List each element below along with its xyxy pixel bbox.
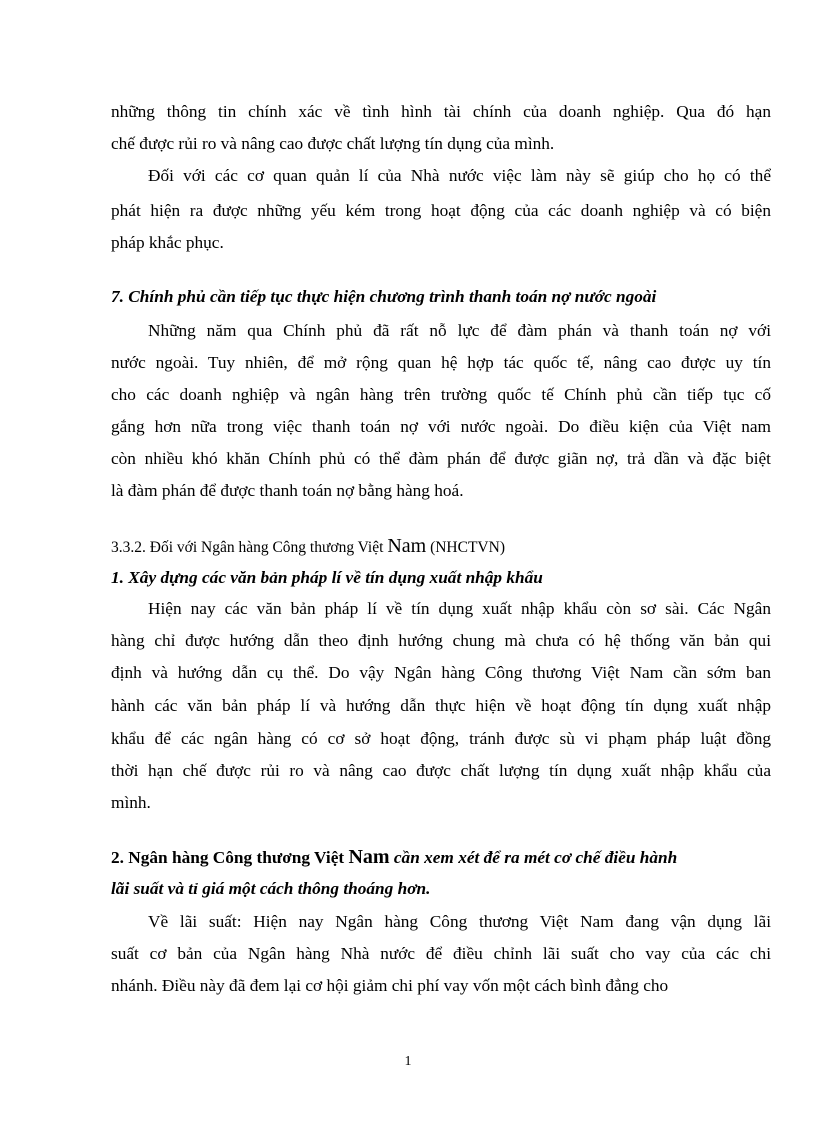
subsection-text-before: 3.3.2. Đối với Ngân hàng Công thương Việt	[111, 539, 388, 556]
subsection-text-nam: Nam	[387, 535, 427, 557]
paragraph-line: Hiện nay các văn bản pháp lí về tín dụng xuất nhập khẩu còn sơ sài. Các Ngân	[148, 599, 771, 618]
heading-2-italic: cần xem xét để ra mét cơ chế điều hành	[389, 848, 678, 867]
paragraph-line: khẩu để các ngân hàng có cơ sở hoạt động, tránh được sù vi phạm pháp luật đồng	[111, 729, 771, 748]
section-heading-1: 1. Xây dựng các văn bản pháp lí về tín dụng xuất nhập khẩu	[111, 568, 543, 587]
paragraph-line: phát hiện ra được những yếu kém trong hoạt động của các doanh nghiệp và có biện	[111, 201, 771, 220]
heading-2-upright: 2. Ngân hàng Công thương Việt	[111, 848, 349, 867]
section-heading-2-line2: lãi suất và tỉ giá một cách thông thoáng hơn.	[111, 879, 431, 898]
paragraph-line: nhánh. Điều này đã đem lại cơ hội giảm chi phí vay vốn một cách bình đẳng cho	[111, 976, 669, 995]
paragraph-line: hàng chỉ được hướng dẫn theo định hướng chung mà chưa có hệ thống văn bản qui	[111, 631, 771, 650]
paragraph-line: gắng hơn nữa trong việc thanh toán nợ với nước ngoài. Do điều kiện của Việt nam	[111, 417, 771, 436]
paragraph-line: thời hạn chế được rủi ro và nâng cao được chất lượng tín dụng xuất nhập khẩu của	[111, 761, 771, 780]
section-heading-2	[111, 845, 771, 870]
paragraph-line: pháp khắc phục.	[111, 233, 224, 252]
paragraph-line: hành các văn bản pháp lí và hướng dẫn thực hiện về hoạt động tín dụng xuất nhập	[111, 696, 771, 715]
section-heading-7: 7. Chính phủ cần tiếp tục thực hiện chương trình thanh toán nợ nước ngoài	[111, 287, 657, 306]
paragraph-line: định và hướng dẫn cụ thể. Do vậy Ngân hàng Công thương Việt Nam cần sớm ban	[111, 663, 771, 682]
paragraph-line: mình.	[111, 793, 151, 812]
paragraph-line: chế được rủi ro và nâng cao được chất lượng tín dụng của mình.	[111, 134, 555, 153]
paragraph-line: Đối với các cơ quan quản lí của Nhà nước việc làm này sẽ giúp cho họ có thể	[148, 166, 771, 185]
paragraph-line: còn nhiều khó khăn Chính phủ có thể đàm phán để được giãn nợ, trả dần và đặc biệt	[111, 449, 771, 468]
paragraph-line: Về lãi suất: Hiện nay Ngân hàng Công thương Việt Nam đang vận dụng lãi	[148, 912, 771, 931]
page-number: 1	[404, 1054, 412, 1069]
subsection-title	[111, 534, 771, 560]
paragraph-line: Những năm qua Chính phủ đã rất nỗ lực để đàm phán và thanh toán nợ với	[148, 321, 771, 340]
paragraph-line: suất cơ bản của Ngân hàng Nhà nước để điều chỉnh lãi suất cho vay của các chi	[111, 944, 771, 963]
paragraph-line: những thông tin chính xác về tình hình tài chính của doanh nghiệp. Qua đó hạn	[111, 102, 771, 121]
paragraph-line: cho các doanh nghiệp và ngân hàng trên trường quốc tế Chính phủ cần tiếp tục cố	[111, 385, 771, 404]
paragraph-line: nước ngoài. Tuy nhiên, để mở rộng quan hệ hợp tác quốc tế, nâng cao được uy tín	[111, 353, 771, 372]
paragraph-line: là đàm phán để được thanh toán nợ bằng hàng hoá.	[111, 481, 464, 500]
heading-2-nam: Nam	[348, 846, 390, 868]
subsection-text-after: (NHCTVN)	[426, 539, 505, 556]
